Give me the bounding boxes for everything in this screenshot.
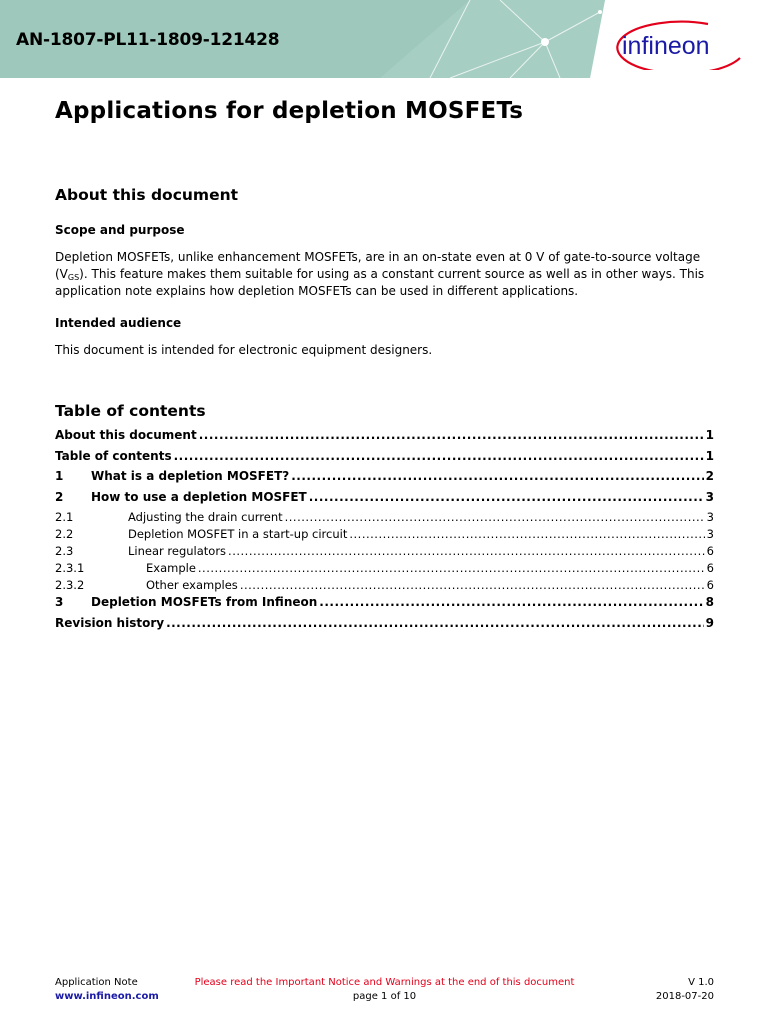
toc-entry-page: 6 bbox=[706, 578, 714, 592]
toc-entry-number: 2.2 bbox=[55, 527, 74, 541]
toc-entry[interactable] bbox=[55, 428, 714, 449]
scope-line-2 bbox=[55, 266, 715, 283]
vgs-prefix: (V bbox=[55, 267, 68, 281]
scope-line-1: Depletion MOSFETs, unlike enhancement MOSFETs, are in an on-state even at 0 V of gate-to-source voltage bbox=[55, 250, 701, 264]
toc-entry-number: 2.3.1 bbox=[55, 561, 85, 575]
toc-entry-page: 3 bbox=[705, 489, 714, 504]
toc-entry[interactable] bbox=[55, 469, 714, 490]
toc-entry[interactable] bbox=[55, 510, 714, 527]
toc-entry-page: 3 bbox=[706, 510, 714, 524]
toc-leader-dots bbox=[240, 578, 705, 592]
table-of-contents bbox=[55, 428, 714, 636]
toc-entry-text: Linear regulators bbox=[128, 544, 227, 558]
toc-leader-dots bbox=[285, 510, 705, 524]
toc-entry[interactable] bbox=[55, 527, 714, 544]
toc-leader-dots bbox=[228, 544, 705, 558]
toc-entry-text: How to use a depletion MOSFET bbox=[91, 489, 307, 504]
toc-entry-page: 6 bbox=[706, 561, 714, 575]
scope-line-2-text: ). This feature makes them suitable for using as a constant current source as well as in other ways. This bbox=[79, 267, 705, 281]
toc-entry-text: Table of contents bbox=[55, 448, 172, 463]
toc-entry-text: Depletion MOSFET in a start-up circuit bbox=[128, 527, 348, 541]
toc-entry-text: Revision history bbox=[55, 615, 165, 630]
footer-note-type: Application Note bbox=[55, 977, 138, 988]
toc-entry[interactable] bbox=[55, 616, 714, 637]
vgs-subscript: GS bbox=[67, 273, 80, 282]
toc-entry[interactable] bbox=[55, 595, 714, 616]
toc-entry-page: 3 bbox=[706, 527, 714, 541]
toc-entry-number: 2.3 bbox=[55, 544, 74, 558]
scope-heading: Scope and purpose bbox=[55, 223, 185, 237]
toc-entry-text: Depletion MOSFETs from Infineon bbox=[91, 595, 318, 609]
toc-leader-dots bbox=[198, 561, 705, 575]
toc-entry-number: 2 bbox=[55, 489, 64, 504]
toc-entry[interactable] bbox=[55, 449, 714, 470]
toc-entry[interactable] bbox=[55, 544, 714, 561]
toc-entry-page: 1 bbox=[705, 428, 714, 442]
logo-wordmark: infineon bbox=[622, 32, 710, 60]
scope-line-3: application note explains how depletion MOSFETs can be used in different applications. bbox=[55, 284, 579, 298]
toc-leader-dots bbox=[319, 595, 703, 609]
toc-entry-page: 2 bbox=[705, 469, 714, 483]
toc-entry-number: 2.3.2 bbox=[55, 578, 85, 592]
toc-entry-number: 3 bbox=[55, 595, 64, 609]
toc-entry-page: 8 bbox=[705, 595, 714, 609]
footer-warning: Please read the Important Notice and Warnings at the end of this document bbox=[194, 977, 575, 988]
toc-entry[interactable] bbox=[55, 561, 714, 578]
footer-version: V 1.0 bbox=[688, 977, 714, 988]
footer-website-link[interactable]: www.infineon.com bbox=[55, 991, 159, 1002]
audience-heading: Intended audience bbox=[55, 316, 182, 330]
toc-entry-page: 6 bbox=[706, 544, 714, 558]
toc-leader-dots bbox=[309, 490, 704, 504]
toc-leader-dots bbox=[174, 449, 704, 463]
toc-entry-text: Other examples bbox=[146, 578, 238, 592]
toc-leader-dots bbox=[166, 616, 704, 630]
toc-entry-page: 1 bbox=[705, 448, 714, 463]
toc-entry-text: Adjusting the drain current bbox=[128, 510, 283, 524]
toc-leader-dots bbox=[291, 469, 703, 483]
scope-paragraph bbox=[55, 249, 715, 300]
toc-entry-page: 9 bbox=[705, 615, 714, 630]
toc-heading: Table of contents bbox=[55, 402, 206, 420]
toc-entry-text: What is a depletion MOSFET? bbox=[91, 469, 290, 483]
document-id: AN-1807-PL11-1809-121428 bbox=[16, 30, 280, 50]
about-heading: About this document bbox=[55, 186, 239, 204]
page-title: Applications for depletion MOSFETs bbox=[55, 98, 524, 124]
toc-entry-text: About this document bbox=[55, 428, 197, 442]
toc-leader-dots bbox=[199, 428, 704, 442]
toc-leader-dots bbox=[349, 527, 704, 541]
toc-entry[interactable] bbox=[55, 490, 714, 511]
infineon-logo bbox=[612, 18, 744, 70]
toc-entry-number: 2.1 bbox=[55, 510, 74, 524]
toc-entry-text: Example bbox=[146, 561, 196, 575]
page-footer bbox=[55, 977, 714, 1007]
footer-page-number: page 1 of 10 bbox=[352, 991, 417, 1002]
audience-text: This document is intended for electronic equipment designers. bbox=[55, 343, 433, 357]
footer-date: 2018-07-20 bbox=[655, 991, 714, 1002]
toc-entry[interactable] bbox=[55, 578, 714, 595]
toc-entry-number: 1 bbox=[55, 469, 64, 483]
